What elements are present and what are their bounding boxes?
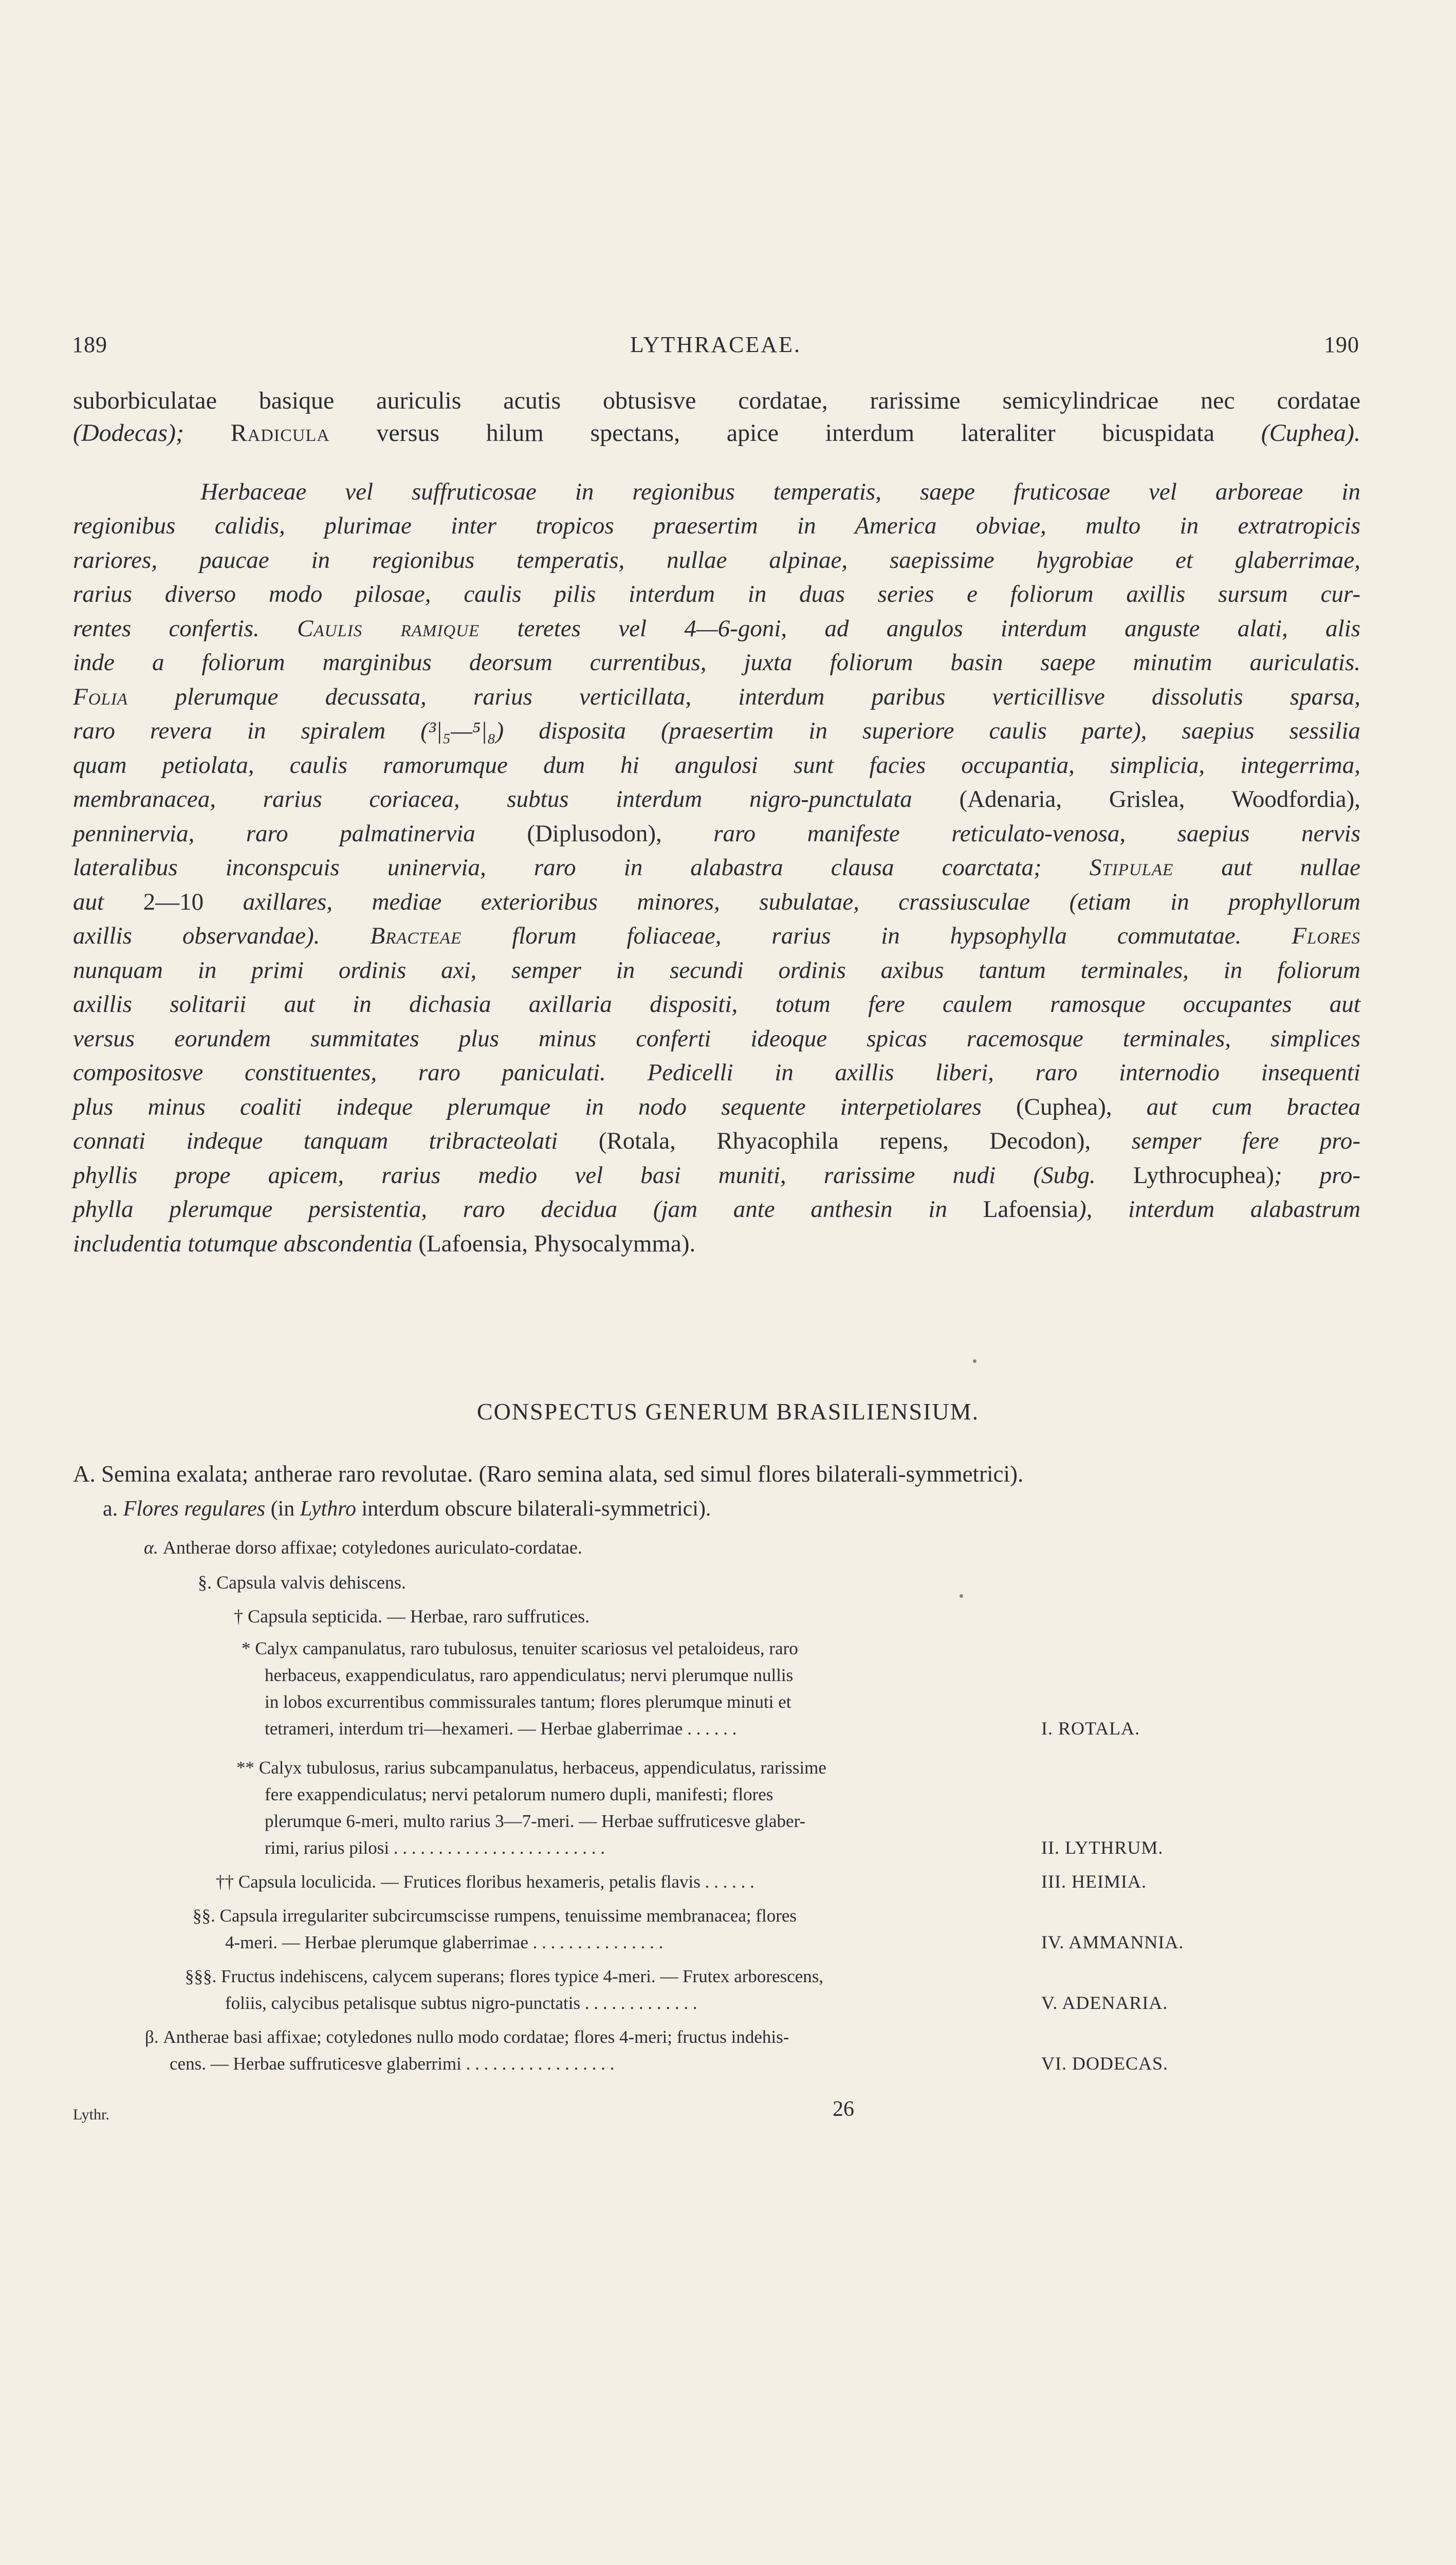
desc-line: axillis solitarii aut in dichasia axillaria dispositi, totum fere caulem ramosque occupantes aut — [73, 991, 1360, 1018]
ink-speck — [973, 1359, 976, 1363]
key-t1: † Capsula septicida. — Herbae, raro suffrutices. — [234, 1606, 590, 1627]
genus-adenaria: V. ADENARIA. — [1041, 1992, 1168, 2013]
desc-line: inde a foliorum marginibus deorsum currentibus, juxta foliorum basin saepe minutim auriculatis. — [73, 649, 1360, 676]
key-letter: a. — [103, 1497, 118, 1521]
key-t2: †† Capsula loculicida. — Frutices floribus hexameris, petalis flavis . . . . . . — [216, 1872, 754, 1892]
desc-text: disposita (praesertim in superiore caulis parte), saepius sessilia — [539, 717, 1361, 744]
desc-line: rarius diverso modo pilosae, caulis pilis interdum in duas series e foliorum axillis sursum cur- — [73, 581, 1360, 607]
desc-text: plerumque decussata, rarius verticillata, interdum paribus verticillisve dissolutis sparsa, — [175, 684, 1360, 710]
desc-text: phylla plerumque persistentia, raro decidua (jam ante anthesin in — [73, 1196, 947, 1223]
desc-text: semper fere pro- — [1131, 1128, 1360, 1154]
key-s1: §. Capsula valvis dehiscens. — [198, 1572, 406, 1593]
desc-line — [73, 820, 1360, 847]
term-folia: Folia — [73, 684, 128, 710]
key-text: interdum obscure bilaterali-symmetrici). — [361, 1497, 711, 1521]
desc-line: compositosve constituentes, raro paniculati. Pedicelli in axillis liberi, raro internodio insequenti — [73, 1059, 1360, 1086]
page-number-right: 190 — [1324, 332, 1359, 357]
genus-heimia: III. HEIMIA. — [1041, 1871, 1147, 1892]
key-s3: §§§. Fructus indehiscens, calycem superans; flores typice 4-meri. — Frutex arborescens, — [185, 1966, 824, 1986]
intro-line-2 — [73, 419, 1360, 447]
key-s2: 4-meri. — Herbae plerumque glaberrimae . . . . . . . . . . . . . . . — [225, 1932, 664, 1952]
desc-text: aut nullae — [1221, 854, 1361, 881]
key-A: A. Semina exalata; antherae raro revolutae. (Raro semina alata, sed simul flores bilaterali-symmetrici). — [73, 1461, 1024, 1487]
desc-number: 2—10 — [143, 889, 204, 915]
genus-ammannia: IV. AMMANNIA. — [1041, 1932, 1184, 1952]
desc-text: aut cum bractea — [1146, 1094, 1361, 1120]
desc-line: quam petiolata, caulis ramorumque dum hi angulosi sunt facies occupantia, simplicia, integerrima, — [73, 752, 1360, 779]
genus-rotala: I. ROTALA. — [1041, 1718, 1140, 1739]
term-caulis: Caulis ramique — [297, 615, 480, 642]
desc-text: teretes vel 4—6-goni, ad angulos interdum anguste alati, alis — [517, 615, 1360, 642]
key-letter: α. — [144, 1537, 158, 1558]
desc-text: florum foliaceae, rarius in hypsophylla commutatae. — [512, 922, 1242, 949]
desc-line: nunquam in primi ordinis axi, semper in secundi ordinis axibus tantum terminales, in foliorum — [73, 957, 1360, 984]
desc-line — [73, 888, 1360, 916]
running-title: LYTHRACEAE. — [630, 332, 801, 357]
page-number-left: 189 — [72, 332, 107, 357]
desc-line — [73, 1195, 1360, 1223]
key-text: Flores regulares — [123, 1497, 266, 1521]
desc-text: lateralibus inconspcuis uninervia, raro in alabastra clausa coarctata; — [73, 854, 1042, 881]
genus-list: (Cuphea), — [1016, 1094, 1112, 1120]
key-beta: β. Antherae basi affixae; cotyledones nullo modo cordatae; flores 4-meri; fructus indehis- — [145, 2027, 789, 2047]
key-st1: herbaceus, exappendiculatus, raro appendiculatus; nervi plerumque nullis — [265, 1665, 794, 1685]
desc-line — [73, 785, 1360, 813]
desc-text: phyllis prope apicem, rarius medio vel basi muniti, rarissime nudi — [73, 1162, 996, 1189]
genus-dodecas: VI. DODECAS. — [1041, 2053, 1169, 2074]
desc-text: raro manifeste reticulato-venosa, saepius nervis — [713, 820, 1361, 847]
desc-text: plus minus coaliti indeque plerumque in nodo sequente interpetiolares — [73, 1094, 982, 1120]
genus-ref: (Dodecas); — [73, 419, 184, 447]
genus-list: (Diplusodon), — [527, 820, 662, 847]
desc-line — [73, 854, 1360, 881]
intro-line-1 — [73, 386, 1360, 415]
desc-text: penninervia, raro palmatinervia — [73, 820, 475, 847]
desc-line — [73, 1230, 1360, 1258]
desc-line — [73, 922, 1360, 950]
term-radicula: Radicula — [230, 419, 330, 447]
desc-line — [73, 1093, 1360, 1121]
ink-speck — [960, 1594, 963, 1598]
key-s3: foliis, calycibus petalisque subtus nigro-punctatis . . . . . . . . . . . . . — [225, 1993, 697, 2013]
desc-text: (Subg. — [1033, 1162, 1096, 1189]
signature-mark: Lythr. — [73, 2106, 109, 2123]
phyllotaxis-fraction: (³|₅—⁵|₈) — [420, 717, 504, 744]
desc-text: axillis observandae). — [73, 922, 320, 949]
intro-text: suborbiculatae basique auriculis acutis obtusisve cordatae, rarissime semicylindricae nec cordatae — [73, 387, 1360, 414]
desc-text: membranacea, rarius coriacea, subtus interdum nigro-punctulata — [73, 786, 912, 813]
running-header — [72, 331, 1359, 362]
genus-list: (Lafoensia, Physocalymma). — [418, 1230, 696, 1257]
desc-text: raro revera in spiralem — [73, 717, 386, 744]
desc-line: Herbaceae vel suffruticosae in regionibus temperatis, saepe fruticosae vel arboreae in — [200, 478, 1360, 505]
desc-text: connati indeque tanquam tribracteolati — [73, 1128, 558, 1154]
desc-text: aut — [73, 889, 104, 915]
conspectus-title: CONSPECTUS GENERUM BRASILIENSIUM. — [476, 1398, 980, 1425]
desc-line — [73, 1161, 1360, 1189]
key-text: (in — [270, 1497, 295, 1521]
key-a — [103, 1497, 711, 1521]
key-st2: fere exappendiculatus; nervi petalorum numero dupli, manifesti; flores — [265, 1784, 773, 1804]
term-stipulae: Stipulae — [1089, 854, 1174, 881]
desc-text: axillares, mediae exterioribus minores, subulatae, crassiusculae (etiam in prophyllorum — [243, 889, 1361, 915]
genus-list: Lafoensia — [983, 1196, 1079, 1223]
desc-line — [73, 717, 1360, 745]
genus-ref: Lythro — [300, 1497, 356, 1521]
key-beta: cens. — Herbae suffruticesve glaberrimi . . . . . . . . . . . . . . . . . — [170, 2054, 615, 2074]
genus-list: (Rotala, Rhyacophila repens, Decodon), — [598, 1128, 1091, 1154]
desc-line — [73, 615, 1360, 642]
desc-text: rentes confertis. — [73, 615, 260, 642]
intro-text: versus hilum spectans, apice interdum lateraliter bicuspidata — [376, 419, 1214, 447]
key-st2: ** Calyx tubulosus, rarius subcampanulatus, herbaceus, appendiculatus, rarissime — [236, 1758, 826, 1778]
key-st1: in lobos excurrentibus commissurales tantum; flores plerumque minuti et — [265, 1692, 791, 1712]
key-alpha — [144, 1537, 582, 1558]
signature-number: 26 — [833, 2097, 854, 2121]
key-st2: rimi, rarius pilosi . . . . . . . . . . . . . . . . . . . . . . . . — [265, 1838, 605, 1858]
key-st1: * Calyx campanulatus, raro tubulosus, tenuiter scariosus vel petaloideus, raro — [242, 1638, 798, 1658]
key-text: Antherae dorso affixae; cotyledones auriculato-cordatae. — [162, 1537, 582, 1558]
genus-list: (Adenaria, Grislea, Woodfordia), — [959, 786, 1360, 813]
desc-line: versus eorundem summitates plus minus conferti ideoque spicas racemosque terminales, simplices — [73, 1025, 1360, 1052]
desc-text: ; pro- — [1274, 1162, 1360, 1189]
term-flores: Flores — [1292, 922, 1361, 949]
genus-ref: (Cuphea). — [1261, 419, 1361, 447]
term-bracteae: Bracteae — [370, 922, 462, 949]
key-st2: plerumque 6-meri, multo rarius 3—7-meri. — Herbae suffruticesve glaber- — [265, 1811, 806, 1831]
genus-list: Lythrocuphea) — [1133, 1162, 1274, 1189]
desc-text: includentia totumque abscondentia — [73, 1230, 413, 1257]
desc-line — [73, 1127, 1360, 1155]
desc-text: ), interdum alabastrum — [1078, 1196, 1361, 1223]
key-st1: tetrameri, interdum tri—hexameri. — Herbae glaberrimae . . . . . . — [265, 1719, 737, 1739]
desc-line: rariores, paucae in regionibus temperatis, nullae alpinae, saepissime hygrobiae et glaberrimae, — [73, 547, 1360, 574]
desc-line — [73, 683, 1360, 711]
genus-lythrum: II. LYTHRUM. — [1041, 1837, 1164, 1858]
desc-line: regionibus calidis, plurimae inter tropicos praesertim in America obviae, multo in extratropicis — [73, 512, 1360, 539]
key-s2: §§. Capsula irregulariter subcircumscisse rumpens, tenuissime membranacea; flores — [193, 1906, 797, 1926]
